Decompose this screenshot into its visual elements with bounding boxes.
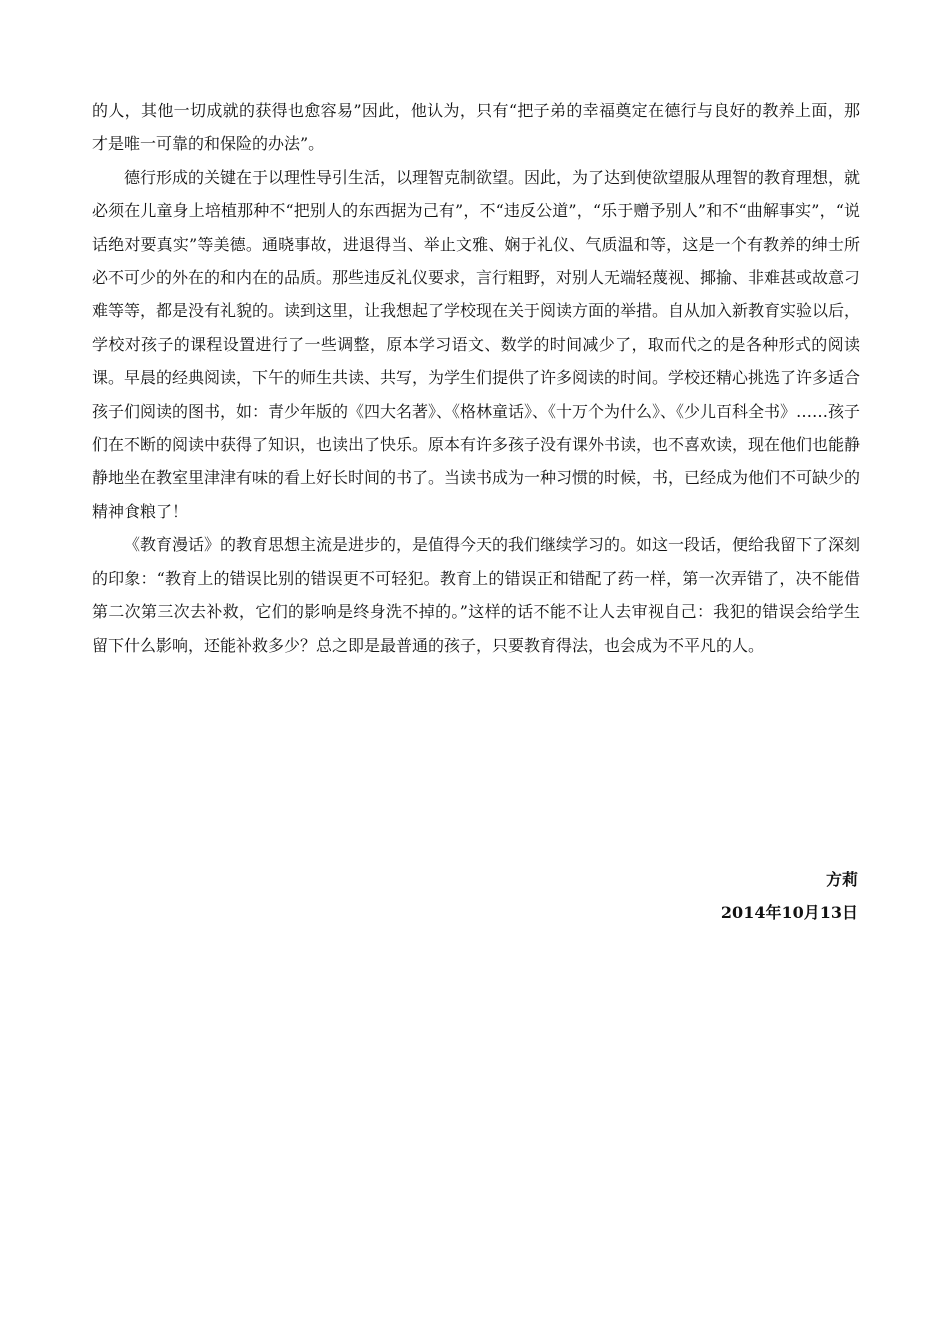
document-body (92, 94, 860, 662)
paragraph-virtue-and-reading: 德行形成的关键在于以理性导引生活，以理智克制欲望。因此，为了达到使欲望服从理智的教育理想，就必须在儿童身上培植那种不“把别人的东西据为己有”，不“违反公道”，“乐于赠予别人”和不“曲解事实”，“说话绝对要真实”等美德。通晓事故，进退得当、举止文雅、娴于礼仪、气质温和等，这是一个有教养的绅士所必不可少的外在的和内在的品质。那些违反礼仪要求，言行粗野，对别人无端轻蔑视、揶揄、非难甚或故意刁难等等，都是没有礼貌的。读到这里，让我想起了学校现在关于阅读方面的举措。自从加入新教育实验以后，学校对孩子的课程设置进行了一些调整，原本学习语文、数学的时间减少了，取而代之的是各种形式的阅读课。早晨的经典阅读，下午的师生共读、共写，为学生们提供了许多阅读的时间。学校还精心挑选了许多适合孩子们阅读的图书，如：青少年版的《四大名著》、《格林童话》、《十万个为什么》、《少儿百科全书》……孩子们在不断的阅读中获得了知识，也读出了快乐。原本有许多孩子没有课外书读，也不喜欢读，现在他们也能静静地坐在教室里津津有味的看上好长时间的书了。当读书成为一种习惯的时候，书，已经成为他们不可缺少的精神食粮了！ (92, 167, 861, 521)
paragraph-continuation: 的人，其他一切成就的获得也愈容易”因此，他认为，只有“把子弟的幸福奠定在德行与良好的教养上面，那才是唯一可靠的和保险的办法”。 (92, 101, 860, 154)
author-name: 方莉 (825, 870, 858, 889)
document-date: 2014年10月13日 (720, 903, 858, 922)
paragraph-education-thoughts: 《教育漫话》的教育思想主流是进步的，是值得今天的我们继续学习的。如这一段话，便给我留下了深刻的印象：“教育上的错误比别的错误更不可轻犯。教育上的错误正和错配了药一样，第一次弄错了，决不能借第二次第三次去补救，它们的影响是终身洗不掉的。”这样的话不能不让人去审视自己：我犯的错误会给学生留下什么影响，还能补救多少？总之即是最普通的孩子，只要教育得法，也会成为不平凡的人。 (92, 535, 861, 655)
